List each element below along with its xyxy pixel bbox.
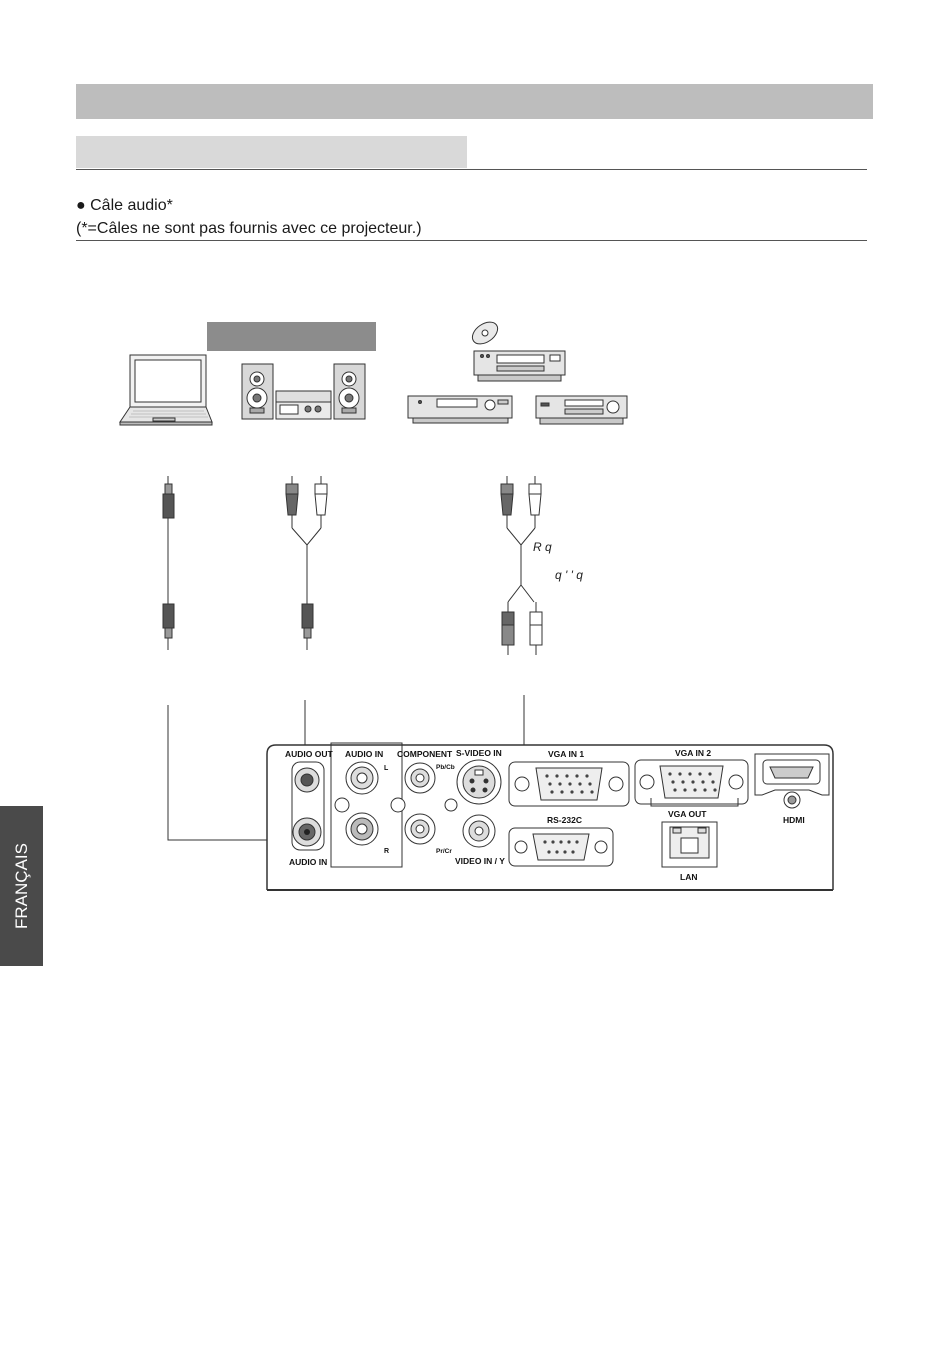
label-audio-out: AUDIO OUT <box>285 749 333 759</box>
label-pb-cb: Pb/Cb <box>436 764 455 771</box>
label-r: R <box>384 848 390 855</box>
rca-to-rca-cable <box>501 476 542 655</box>
vga-in-1-port <box>509 762 629 806</box>
label-vga-in-1: VGA IN 1 <box>548 749 585 759</box>
label-component: COMPONENT <box>397 749 453 759</box>
label-hdmi: HDMI <box>783 815 805 825</box>
laptop-icon <box>120 355 212 425</box>
lan-port <box>662 822 717 867</box>
label-video-in-y: VIDEO IN / Y <box>455 856 505 866</box>
label-vga-out: VGA OUT <box>668 809 707 819</box>
label-vga-in-2: VGA IN 2 <box>675 748 712 758</box>
label-pr-cr: Pr/Cr <box>436 848 452 855</box>
projector-panel <box>267 743 833 890</box>
footnote: (*=Câles ne sont pas fournis avec ce projecteur.) <box>76 220 422 237</box>
label-s-video-in: S-VIDEO IN <box>456 748 502 758</box>
vga-in-2-port <box>635 760 748 806</box>
video-in-jack <box>463 815 495 847</box>
rs232c-port <box>509 828 613 866</box>
rca-to-mini-cable <box>286 476 327 650</box>
label-lan: LAN <box>680 872 698 882</box>
stereo-icon <box>242 364 365 419</box>
mini-jack-cable <box>163 476 174 650</box>
dvd-player-icon <box>468 318 565 381</box>
cable-note-line2: q ' ' q <box>555 568 583 582</box>
av-device-icon <box>536 396 627 424</box>
label-audio-in-top: AUDIO IN <box>345 749 384 759</box>
language-tab-label: FRANÇAIS <box>11 843 31 929</box>
label-l: L <box>384 765 389 772</box>
vcr-icon <box>408 396 512 423</box>
audio-out-jack <box>292 762 324 850</box>
label-audio-in-bottom: AUDIO IN <box>289 857 328 867</box>
cable-note-line1: R q <box>533 540 552 554</box>
label-rs232c: RS-232C <box>547 815 582 825</box>
cable-item: ● Câle audio* <box>76 197 173 214</box>
